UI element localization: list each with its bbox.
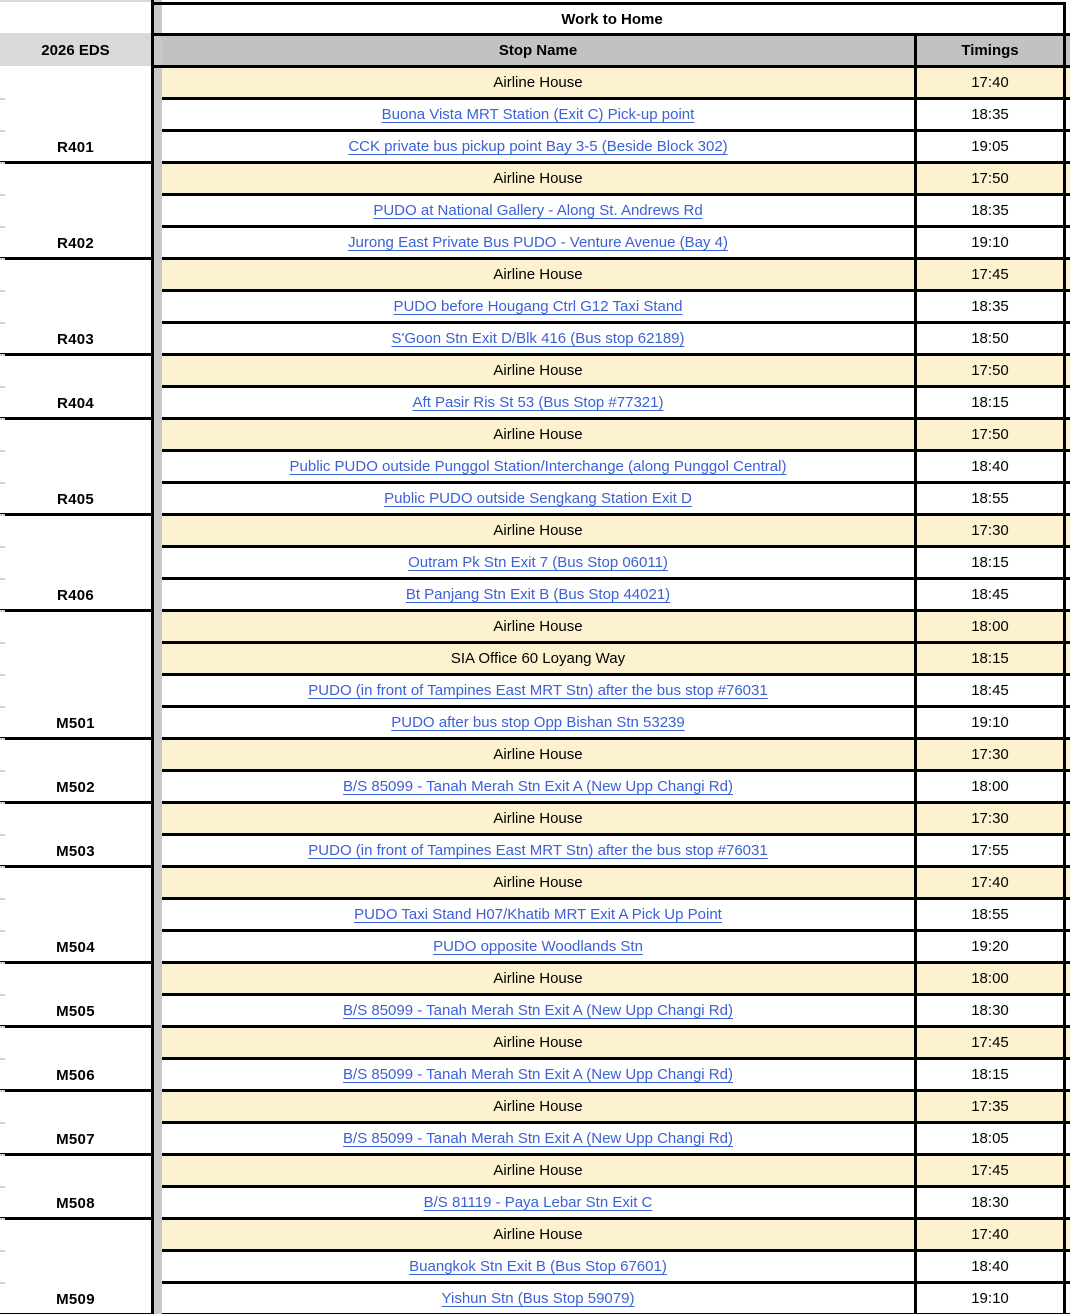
route-code: R403 [56,331,95,348]
route-code-cell [0,740,151,804]
left-column-top-gridline [0,0,151,2]
table-row [162,420,1070,452]
left-gridline-tick [0,866,5,868]
stop-link[interactable]: PUDO at National Gallery - Along St. Andrews Rd [373,202,703,219]
timing-value: 18:05 [971,1130,1009,1147]
table-row [162,100,1070,132]
stop-link[interactable]: B/S 81119 - Paya Lebar Stn Exit C [423,1194,653,1211]
stop-timings-divider [914,36,917,1314]
left-gridline-tick [0,1058,5,1060]
table-row [162,804,1070,836]
table-row [162,260,1070,292]
left-gridline-tick [0,706,5,708]
route-code: R405 [56,491,95,508]
left-gridline-tick [0,1026,5,1028]
left-gridline-tick [0,418,5,420]
route-code: R404 [56,395,95,412]
stop-name: SIA Office 60 Loyang Way [450,650,626,667]
timing-value: 18:45 [971,682,1009,699]
stop-name: Airline House [493,426,583,443]
left-gridline-tick [0,194,5,196]
stop-name: Airline House [493,1098,583,1115]
table-row [162,516,1070,548]
stop-cell [162,228,914,257]
route-code-cell [0,68,151,164]
stop-cell [162,836,914,865]
left-gridline-tick [0,546,5,548]
stop-cell [162,292,914,321]
timing-value: 18:30 [971,1002,1009,1019]
stop-cell [162,452,914,481]
table-row [162,1092,1070,1124]
timing-value: 17:30 [971,746,1009,763]
stop-name: Airline House [493,362,583,379]
route-code: M502 [56,779,95,796]
timing-value: 19:10 [971,234,1009,251]
timing-value: 17:30 [971,522,1009,539]
stop-link[interactable]: Buona Vista MRT Station (Exit C) Pick-up point [381,106,695,123]
route-code: M503 [56,843,95,860]
timing-value: 18:40 [971,1258,1009,1275]
stop-link[interactable]: PUDO (in front of Tampines East MRT Stn) after the bus stop #76031 [308,682,768,699]
stop-link[interactable]: PUDO after bus stop Opp Bishan Stn 53239 [391,714,685,731]
left-gridline-tick [0,226,5,228]
stop-name: Airline House [493,1162,583,1179]
timing-value: 17:35 [971,1098,1009,1115]
left-gridline-tick [0,514,5,516]
table-row [162,836,1070,868]
left-gridline-tick [0,1122,5,1124]
timing-value: 19:10 [971,1290,1009,1307]
left-gridline-tick [0,258,5,260]
stop-name: Airline House [493,170,583,187]
table-row [162,1156,1070,1188]
stop-link[interactable]: Public PUDO outside Sengkang Station Exit D [384,490,692,507]
left-gridline-tick [0,1186,5,1188]
timing-value: 18:50 [971,330,1009,347]
stop-cell [162,324,914,353]
left-gridline-tick [0,1090,5,1092]
left-gridline-tick [0,450,5,452]
stop-link[interactable]: B/S 85099 - Tanah Merah Stn Exit A (New Upp Changi Rd) [343,778,733,795]
table-row [162,292,1070,324]
timing-value: 18:15 [971,394,1009,411]
table-row [162,676,1070,708]
stop-link[interactable]: PUDO Taxi Stand H07/Khatib MRT Exit A Pick Up Point [354,906,722,923]
route-code: M505 [56,1003,95,1020]
route-code-cell [0,1156,151,1220]
stop-cell [162,548,914,577]
table-row [162,1060,1070,1092]
table-rows [162,68,1070,1314]
left-gridline-tick [0,1250,5,1252]
table-row [162,484,1070,516]
route-code: M501 [56,715,95,732]
table-row [162,356,1070,388]
stop-link[interactable]: Yishun Stn (Bus Stop 59079) [441,1290,635,1307]
stop-name: Airline House [493,970,583,987]
timing-value: 18:45 [971,586,1009,603]
stop-cell [162,772,914,801]
stop-link[interactable]: PUDO opposite Woodlands Stn [433,938,643,955]
timing-value: 18:35 [971,298,1009,315]
table-row [162,1252,1070,1284]
stop-name: Airline House [493,618,583,635]
timing-value: 17:45 [971,266,1009,283]
table-row [162,996,1070,1028]
table-row [162,324,1070,356]
stop-cell [162,100,914,129]
timing-value: 18:55 [971,906,1009,923]
timing-value: 17:50 [971,362,1009,379]
stop-cell [162,484,914,513]
route-code-cell [0,356,151,420]
table-row [162,1028,1070,1060]
timing-value: 17:50 [971,426,1009,443]
route-code: M509 [56,1291,95,1308]
left-gridline-tick [0,834,5,836]
stop-cell [162,1252,914,1281]
stop-name: Airline House [493,266,583,283]
stop-link[interactable]: Bt Panjang Stn Exit B (Bus Stop 44021) [405,586,671,603]
table-row [162,1220,1070,1252]
timing-value: 17:45 [971,1034,1009,1051]
route-code: M508 [56,1195,95,1212]
stop-cell [162,1060,914,1089]
route-code-cell [0,868,151,964]
left-gridline-tick [0,994,5,996]
left-gridline-tick [0,1154,5,1156]
left-gridline-tick [0,578,5,580]
stop-name: Airline House [493,874,583,891]
left-gridline-tick [0,930,5,932]
column-gap-strip [154,0,162,1314]
stop-link[interactable]: PUDO (in front of Tampines East MRT Stn) after the bus stop #76031 [308,842,768,859]
stop-link[interactable]: Jurong East Private Bus PUDO - Venture Avenue (Bay 4) [348,234,728,251]
table-row [162,452,1070,484]
route-code-cell [0,1092,151,1156]
stop-cell [162,196,914,225]
stop-name: Airline House [493,1226,583,1243]
left-gridline-tick [0,610,5,612]
stop-link[interactable]: B/S 85099 - Tanah Merah Stn Exit A (New Upp Changi Rd) [343,1002,733,1019]
timing-value: 18:15 [971,650,1009,667]
table-row [162,1188,1070,1220]
timing-value: 19:20 [971,938,1009,955]
stop-cell [162,132,914,161]
table-row [162,1284,1070,1314]
route-code-cell [0,612,151,740]
table-row [162,868,1070,900]
table-right-border [1063,2,1066,1314]
timing-value: 18:55 [971,490,1009,507]
table-row [162,580,1070,612]
table-row [162,132,1070,164]
stop-cell [162,900,914,929]
route-code-cell [0,260,151,356]
eds-header-cell [0,35,151,66]
stop-cell [162,708,914,737]
left-gridline-tick [0,130,5,132]
left-gridline-tick [0,1218,5,1220]
stop-cell [162,1124,914,1153]
left-gridline-tick [0,642,5,644]
stop-cell [162,932,914,961]
stop-name: Airline House [493,746,583,763]
timing-value: 17:40 [971,74,1009,91]
left-gridline-tick [0,482,5,484]
stop-link[interactable]: S'Goon Stn Exit D/Blk 416 (Bus stop 62189) [391,330,685,347]
left-gridline-tick [0,674,5,676]
table-row [162,708,1070,740]
timing-value: 19:10 [971,714,1009,731]
table-row [162,612,1070,644]
stop-link[interactable]: Aft Pasir Ris St 53 (Bus Stop #77321) [412,394,664,411]
left-gridline-tick [0,770,5,772]
timing-value: 19:05 [971,138,1009,155]
stop-cell [162,580,914,609]
timing-value: 17:45 [971,1162,1009,1179]
timing-value: 18:40 [971,458,1009,475]
route-code-cell [0,164,151,260]
left-gridline-tick [0,962,5,964]
stop-name: Airline House [493,74,583,91]
route-code: R406 [56,587,95,604]
left-gridline-tick [0,322,5,324]
eds-header-label: 2026 EDS [41,42,110,59]
route-code-cell [0,804,151,868]
left-gridline-tick [0,354,5,356]
timing-value: 18:00 [971,618,1009,635]
table-row [162,740,1070,772]
table-row [162,68,1070,100]
table-row [162,388,1070,420]
left-gridline-tick [0,1282,5,1284]
route-code-column [0,0,151,1314]
route-code-cell [0,516,151,612]
route-code-cell [0,964,151,1028]
stop-link[interactable]: Public PUDO outside Punggol Station/Interchange (along Punggol Central) [289,458,787,475]
table-row [162,772,1070,804]
timing-value: 17:55 [971,842,1009,859]
timing-value: 18:15 [971,554,1009,571]
left-gridline-tick [0,290,5,292]
stop-name: Airline House [493,1034,583,1051]
timing-value: 18:35 [971,106,1009,123]
stop-link[interactable]: B/S 85099 - Tanah Merah Stn Exit A (New Upp Changi Rd) [343,1130,733,1147]
table-title: Work to Home [561,10,663,28]
left-gridline-tick [0,738,5,740]
stop-link[interactable]: PUDO before Hougang Ctrl G12 Taxi Stand [393,298,683,315]
left-gridline-tick [0,898,5,900]
table-row [162,1124,1070,1156]
table-row [162,964,1070,996]
left-gridline-tick [0,162,5,164]
timing-value: 17:40 [971,1226,1009,1243]
left-gridline-tick [0,98,5,100]
route-code: M504 [56,939,95,956]
table-row [162,228,1070,260]
timing-value: 18:00 [971,970,1009,987]
table-row [162,900,1070,932]
stop-cell [162,676,914,705]
timing-value: 18:30 [971,1194,1009,1211]
route-code-cell [0,1028,151,1092]
stop-name: Airline House [493,522,583,539]
timings-column-header: Timings [961,42,1019,59]
timing-value: 18:35 [971,202,1009,219]
stop-cell [162,1284,914,1313]
route-code: M507 [56,1131,95,1148]
timing-value: 17:40 [971,874,1009,891]
column-header-row [162,36,1070,65]
stop-name: Airline House [493,810,583,827]
table-row [162,196,1070,228]
stop-name-column-header: Stop Name [498,42,578,59]
stop-cell [162,996,914,1025]
route-code-cell [0,420,151,516]
route-code: M506 [56,1067,95,1084]
stop-link[interactable]: B/S 85099 - Tanah Merah Stn Exit A (New Upp Changi Rd) [343,1066,733,1083]
timing-value: 17:50 [971,170,1009,187]
left-gridline-tick [0,386,5,388]
route-groups [0,68,151,1314]
stop-link[interactable]: Outram Pk Stn Exit 7 (Bus Stop 06011) [408,554,668,571]
timing-value: 17:30 [971,810,1009,827]
route-code: R401 [56,139,95,156]
timing-value: 18:15 [971,1066,1009,1083]
stop-cell [162,1188,914,1217]
stop-link[interactable]: Buangkok Stn Exit B (Bus Stop 67601) [409,1258,667,1275]
stop-link[interactable]: CCK private bus pickup point Bay 3-5 (Beside Block 302) [348,138,728,155]
table-row [162,932,1070,964]
timing-value: 18:00 [971,778,1009,795]
route-code-cell [0,1220,151,1314]
route-code: R402 [56,235,95,252]
table-row [162,548,1070,580]
table-row [162,164,1070,196]
stop-cell [162,388,914,417]
table-title-row [162,5,1070,33]
table-row [162,644,1070,676]
left-gridline-tick [0,802,5,804]
